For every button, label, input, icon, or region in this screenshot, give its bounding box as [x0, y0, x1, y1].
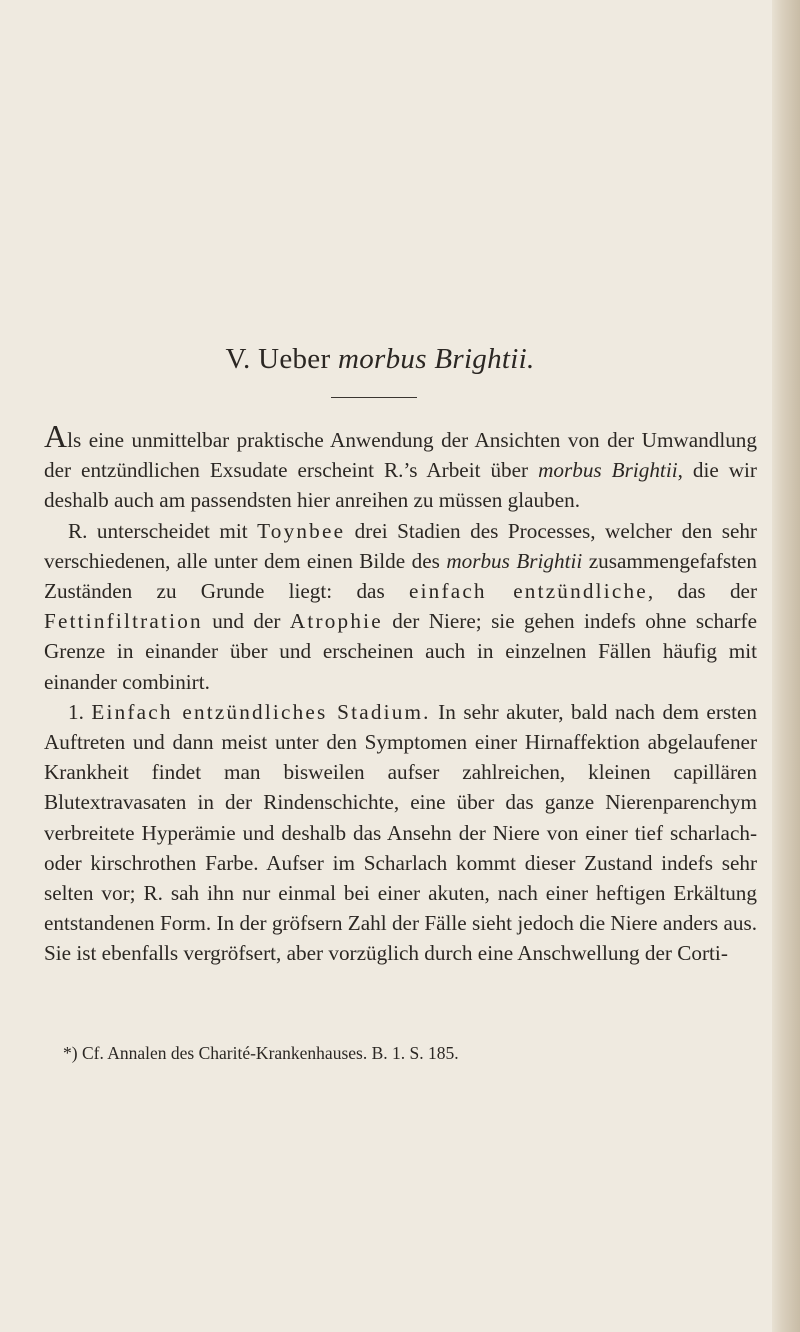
paragraph-2-text-f: der Niere; sie gehen indefs ohne scharfe Grenze in einander über und erscheinen auch in einzelnen Fällen häufig mit einander combinirt. [44, 609, 757, 694]
chapter-heading [0, 343, 760, 376]
paragraph-2-italic: morbus Brightii [446, 548, 583, 573]
paragraph-2-text-d: , das der [647, 579, 758, 604]
paragraph-3-text-a: 1. [68, 699, 92, 724]
paragraph-2-spaced-term-1: einfach entzündliche [408, 579, 648, 604]
paragraph-2-text-e: und der [202, 609, 290, 634]
heading-divider [331, 397, 417, 398]
paragraph-2-text-b: drei Stadien des Processes, welcher den sehr verschiedenen, alle unter dem einen Bilde des [44, 518, 757, 573]
paragraph-3 [44, 697, 757, 969]
chapter-title-prefix: Ueber [258, 343, 331, 375]
chapter-number: V. [225, 343, 251, 375]
paragraph-2-spaced-term-2: Fettinfiltration [44, 609, 203, 634]
paragraph-2-text-c: zusammengefafsten Zuständen zu Grunde liegt: das [44, 548, 758, 604]
paragraph-2 [44, 516, 757, 697]
paragraph-1-italic: morbus Brightii [538, 458, 678, 483]
paragraph-1-text-a: ls eine unmittelbar praktische Anwendung der Ansichten von der Umwandlung der entzündlichen Exsudate erscheint R.’s Arbeit über [44, 428, 757, 483]
paragraph-3-text-b: In sehr akuter, bald nach dem ersten Auftreten und dann meist unter den Symptomen einer Hirnaffektion abgelaufener Krankheit findet man bisweilen aufser zahlreichen, kleinen capillären Blutextravasaten in der Rindenschichte, eine über das ganze Nierenparenchym verbreitete Hyperämie und deshalb das Ansehn der Niere von einer tief scharlach- oder kirschrothen Farbe. Aufser im Scharlach kommt dieser Zustand indefs sehr selten vor; R. sah ihn nur einmal bei einer akuten, nach einer heftigen Erkältung entstandenen Form. In der gröfsern Zahl der Fälle sieht jedoch die Niere anders aus. Sie ist ebenfalls vergröfsert, aber vorzüglich durch eine Anschwellung der Corti- [44, 699, 758, 966]
paragraph-1-text-b: , die wir deshalb auch am passendsten hier anreihen zu müssen glauben. [44, 458, 757, 513]
chapter-title-italic: morbus Brightii. [337, 343, 535, 375]
paragraph-1 [44, 418, 757, 516]
paragraph-2-spaced-term-3: Atrophie [289, 609, 383, 634]
paragraph-2-spaced-name: Toynbee [257, 518, 346, 543]
paragraph-2-text-a: R. unterscheidet mit [68, 518, 258, 543]
body-text [44, 418, 758, 969]
page-edge [772, 0, 800, 1332]
footnote: *) Cf. Annalen des Charité-Krankenhauses. B. 1. S. 185. [63, 1043, 459, 1063]
drop-cap: A [44, 418, 68, 454]
paragraph-3-spaced-heading: Einfach entzündliches Stadium. [91, 699, 431, 724]
